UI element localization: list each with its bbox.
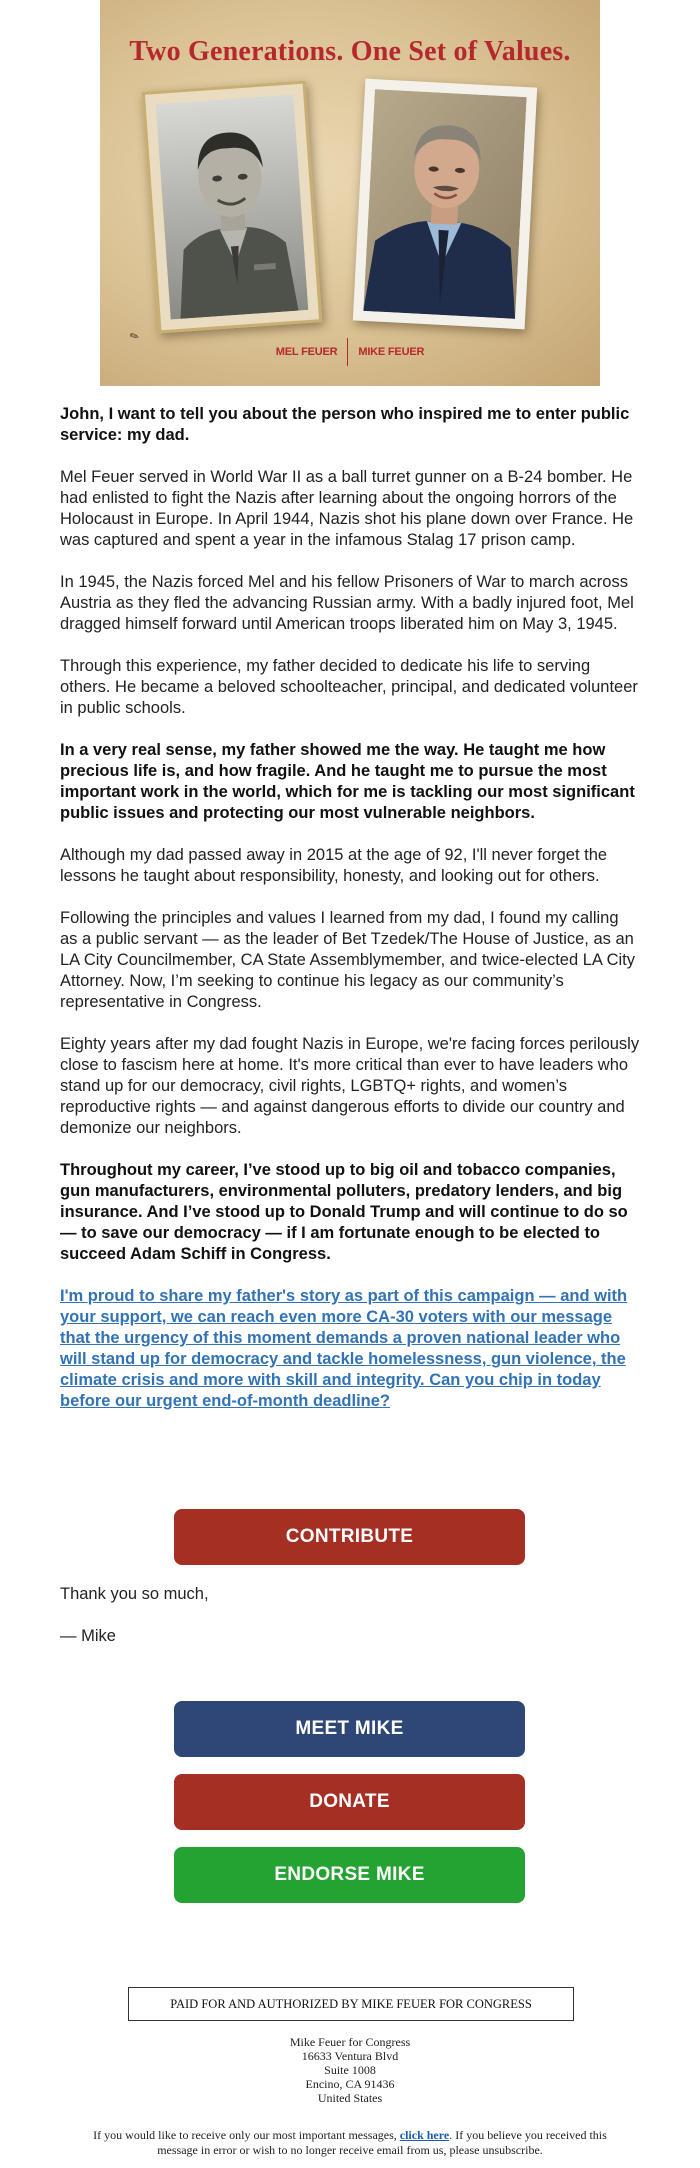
paid-for-disclaimer: PAID FOR AND AUTHORIZED BY MIKE FEUER FOR CONGRESS	[128, 1987, 574, 2021]
address-line: Suite 1008	[324, 2063, 376, 2077]
donate-button[interactable]: DONATE	[174, 1774, 525, 1830]
mailing-address	[0, 2035, 700, 2105]
thank-you-text: Thank you so much,	[60, 1585, 209, 1603]
paragraph-fascism: Eighty years after my dad fought Nazis in Europe, we're facing forces perilously close to fascism here at home. It's more critical than ever to have leaders who stand up for our democracy, civil rights, LGBTQ+ rights, and women’s reproductive rights — and against dangerous efforts to divide our country and demonize our neighbors.	[60, 1035, 640, 1137]
donate-appeal-link[interactable]: I'm proud to share my father's story as part of this campaign — and with your support, we can reach even more CA-30 voters with our message that the urgency of this moment demands a proven national leader who will stand up for democracy and tackle homelessness, gun violence, the climate crisis and more with skill and integrity. Can you chip in today before our urgent end-of-month deadline?	[60, 1287, 628, 1410]
address-line: 16633 Ventura Blvd	[301, 2049, 399, 2063]
paragraph-lessons: Although my dad passed away in 2015 at the age of 92, I'll never forget the lessons he taught about responsibility, honesty, and looking out for others.	[60, 846, 608, 885]
hero-title: Two Generations. One Set of Values.	[129, 36, 571, 67]
click-here-link[interactable]: click here	[399, 2128, 450, 2142]
intro-paragraph: John, I want to tell you about the person who inspired me to enter public service: my dad.	[60, 405, 630, 444]
email-body	[60, 404, 640, 1432]
contribute-button[interactable]: CONTRIBUTE	[174, 1509, 525, 1565]
endorse-mike-button[interactable]: ENDORSE MIKE	[174, 1847, 525, 1903]
suit-portrait-image	[363, 89, 526, 319]
signature-mark: ✎	[127, 329, 142, 345]
paragraph-pow-march: In 1945, the Nazis forced Mel and his fellow Prisoners of War to march across Austria as they fled the advancing Russian army. With a badly injured foot, Mel dragged himself forward until American troops liberated him on May 3, 1945.	[60, 573, 634, 633]
paragraph-public-service: Following the principles and values I learned from my dad, I found my calling as a public servant — as the leader of Bet Tzedek/The House of Justice, as an LA City Councilmember, CA State Assemblymember, and twice-elected LA City Attorney. Now, I’m seeking to continue his legacy as our community’s representative in Congress.	[60, 909, 636, 1011]
paragraph-ww2-service: Mel Feuer served in World War II as a ball turret gunner on a B-24 bomber. He had enlisted to fight the Nazis after learning about the ongoing horrors of the Holocaust in Europe. In April 1944, Nazis shot his plane down over France. He was captured and spent a year in the infamous Stalag 17 prison camp.	[60, 468, 634, 549]
address-line: United States	[317, 2091, 383, 2105]
signature-name: — Mike	[60, 1627, 116, 1645]
paragraph-dedication: Through this experience, my father decided to dedicate his life to serving others. He became a beloved schoolteacher, principal, and dedicated volunteer in public schools.	[60, 657, 638, 717]
caption-divider	[347, 338, 348, 366]
address-line: Encino, CA 91436	[305, 2077, 395, 2091]
paragraph-career: Throughout my career, I’ve stood up to big oil and tobacco companies, gun manufacturers, environmental polluters, predatory lenders, and big insurance. And I’ve stood up to Donald Trump and will continue to do so — to save our democracy — if I am fortunate enough to be elected to succeed Adam Schiff in Congress.	[60, 1161, 628, 1263]
footer-text-before: If you would like to receive only our most important messages,	[93, 2128, 400, 2142]
caption-mike-feuer: MIKE FEUER	[358, 346, 425, 358]
signoff	[60, 1584, 209, 1668]
mel-feuer-photo	[142, 81, 322, 334]
caption-mel-feuer: MEL FEUER	[275, 346, 338, 358]
address-line: Mike Feuer for Congress	[289, 2035, 411, 2049]
mike-feuer-photo	[353, 79, 537, 330]
unsubscribe-notice	[80, 2128, 620, 2158]
hero-image	[100, 0, 600, 386]
paragraph-showed-the-way: In a very real sense, my father showed me the way. He taught me how precious life is, and how fragile. And he taught me to pursue the most important work in the world, which for me is tackling our most significant public issues and protecting our most vulnerable neighbors.	[60, 741, 635, 822]
photo-captions	[100, 338, 600, 366]
meet-mike-button[interactable]: MEET MIKE	[174, 1701, 525, 1757]
soldier-portrait-image	[156, 94, 309, 319]
footer-text-after: . If you believe you received this message in error or wish to no longer receive email from us, please unsubscribe.	[157, 2128, 607, 2157]
